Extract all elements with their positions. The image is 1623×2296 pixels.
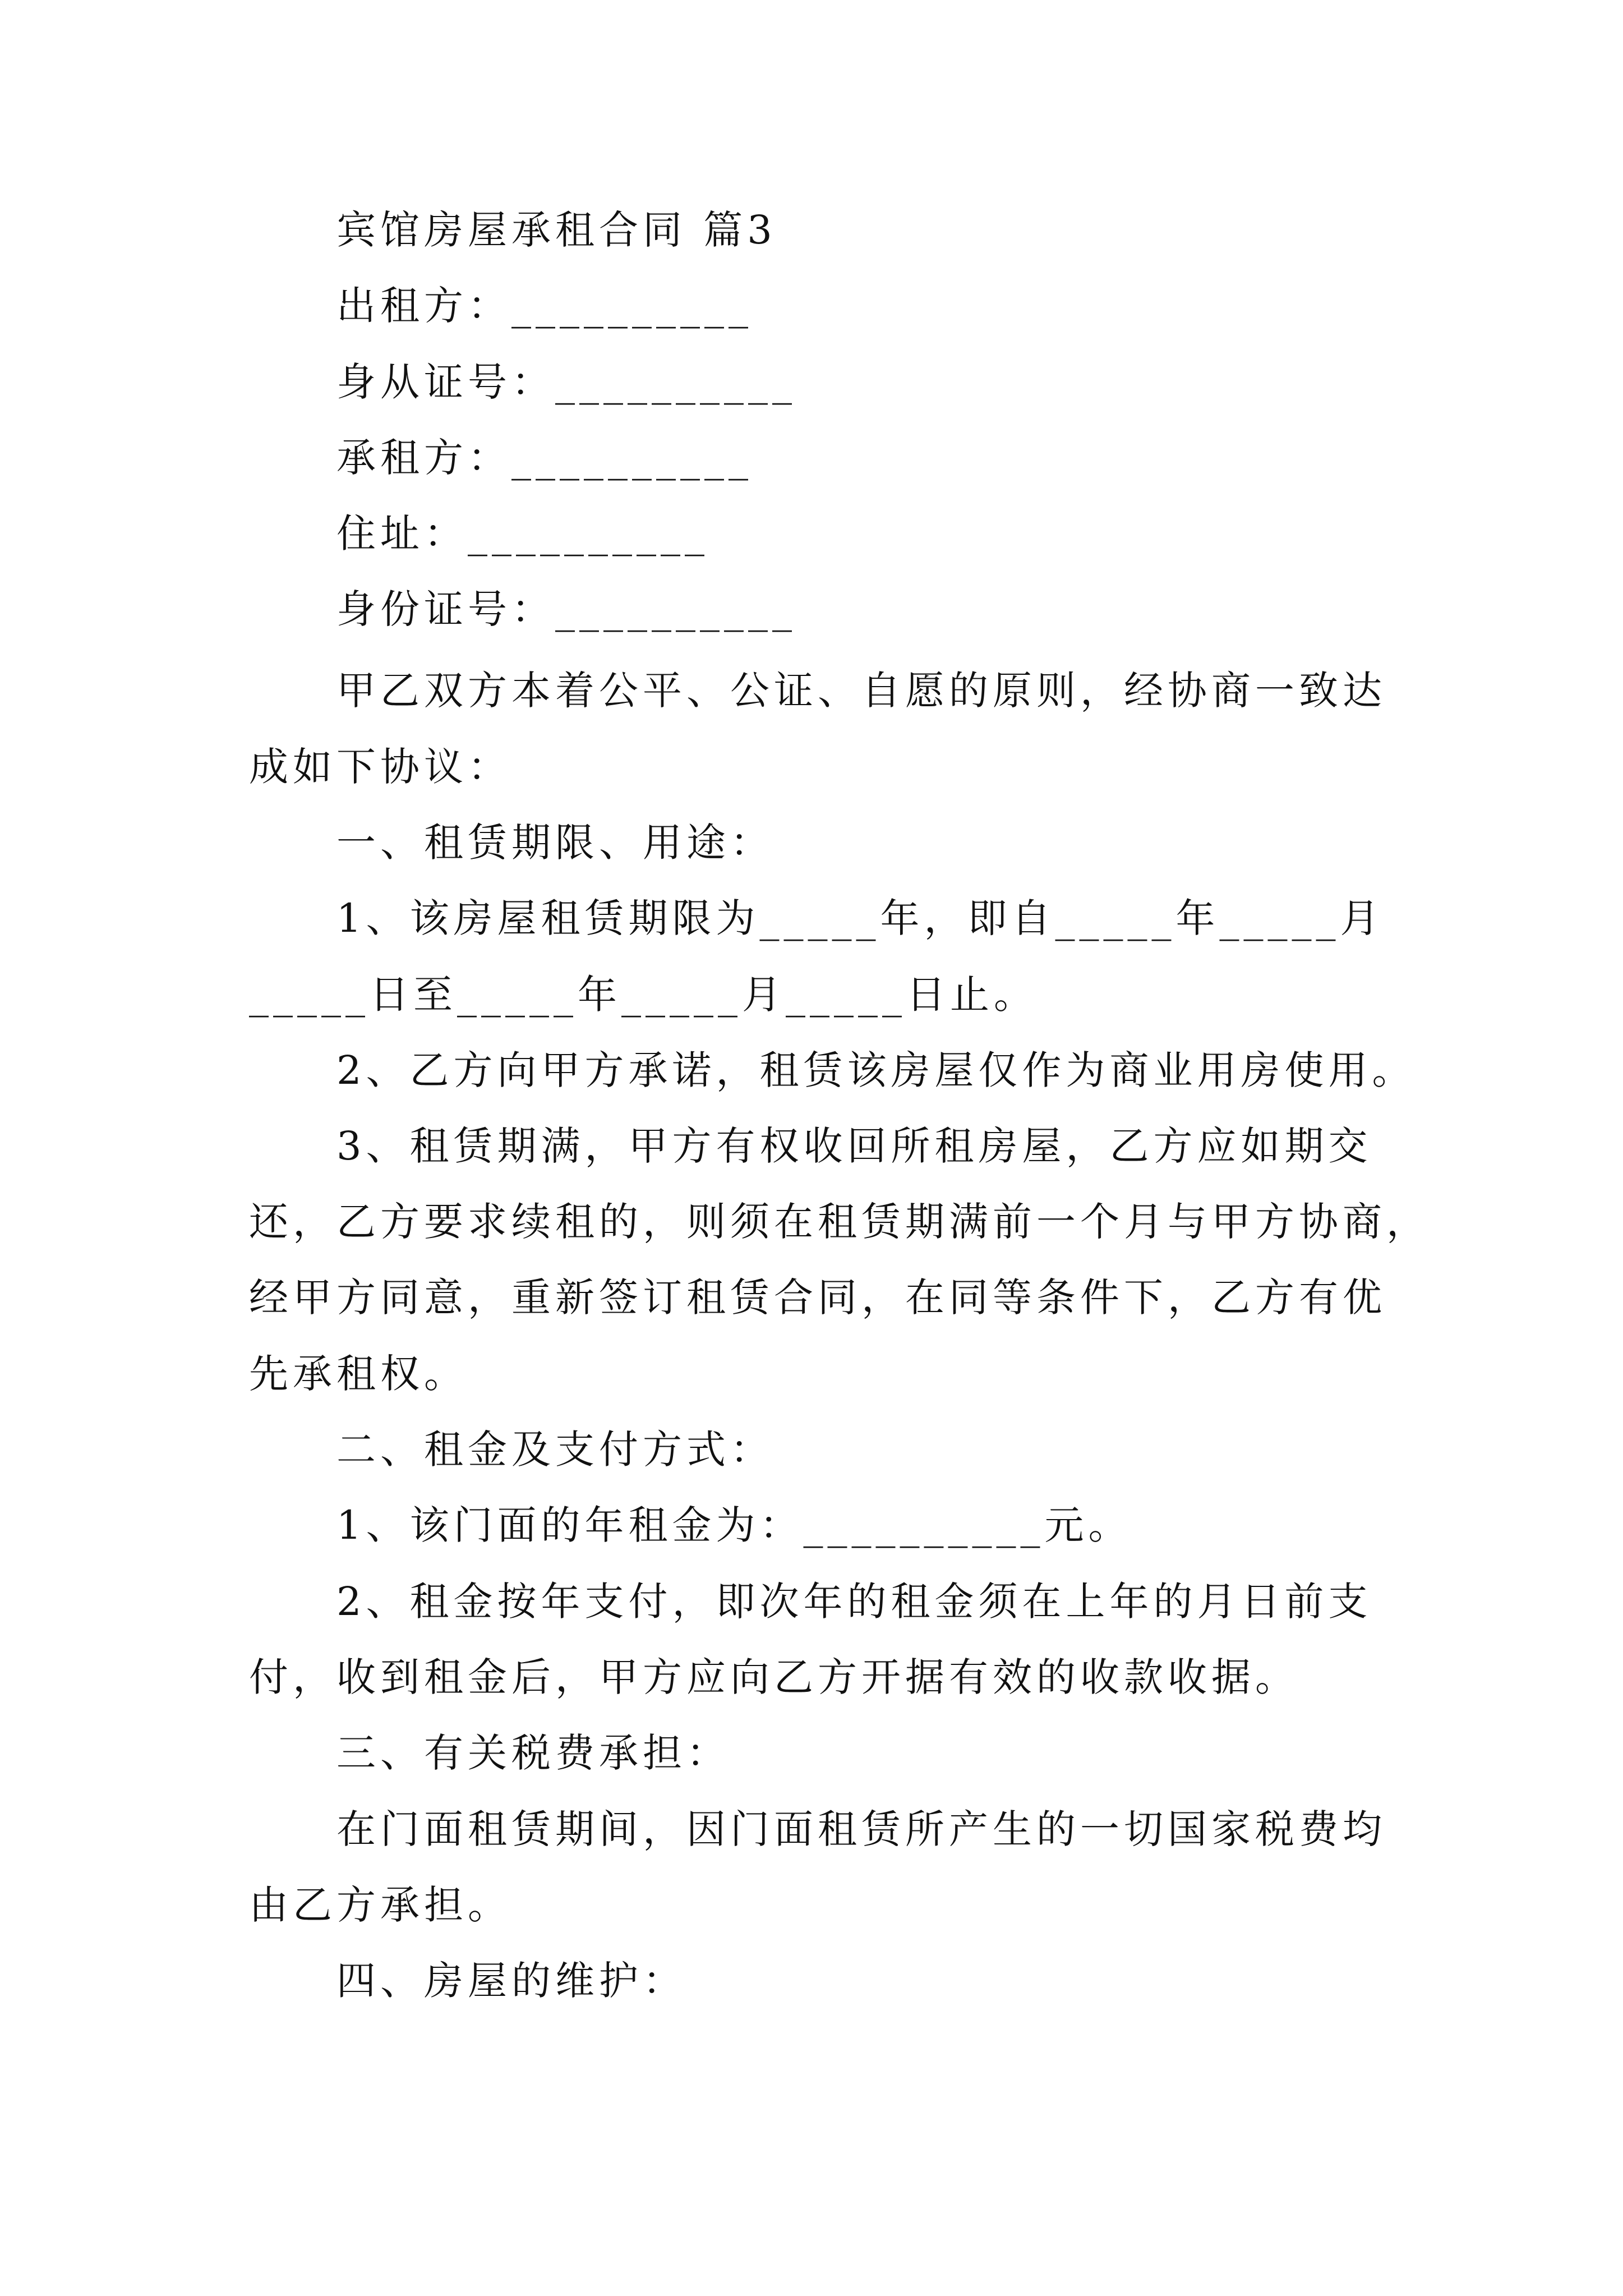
paragraph-line: 1、该房屋租赁期限为_____年，即自_____年_____月 (336, 895, 1384, 941)
paragraph-line: 由乙方承担。 (249, 1882, 511, 1928)
paragraph-line: 经甲方同意，重新签订租赁合同，在同等条件下，乙方有优 (249, 1274, 1386, 1320)
paragraph-line: 付，收到租金后，甲方应向乙方开据有效的收款收据。 (249, 1654, 1299, 1700)
paragraph-line: 2、乙方向甲方承诺，租赁该房屋仅作为商业用房使用。 (336, 1047, 1416, 1093)
paragraph-line: 先承租权。 (249, 1351, 468, 1397)
section-heading: 三、有关税费承担： (336, 1730, 730, 1776)
lessor-id-field: 身从证号：__________ (336, 359, 796, 405)
address-field: 住址：__________ (336, 510, 709, 556)
section-heading: 四、房屋的维护： (336, 1958, 686, 2004)
document-title: 宾馆房屋承租合同 篇3 (336, 207, 777, 253)
paragraph-line: 还，乙方要求续租的，则须在租赁期满前一个月与甲方协商， (249, 1199, 1430, 1245)
paragraph-line: 2、租金按年支付，即次年的租金须在上年的月日前支 (336, 1579, 1372, 1625)
lessee-id-field: 身份证号：__________ (336, 586, 796, 632)
lessee-field: 承租方：__________ (336, 435, 753, 481)
paragraph-line: 甲乙双方本着公平、公证、自愿的原则，经协商一致达 (336, 668, 1386, 714)
paragraph-line: 3、租赁期满，甲方有权收回所租房屋，乙方应如期交 (336, 1123, 1372, 1169)
section-heading: 一、租赁期限、用途： (336, 820, 774, 866)
paragraph-line: 1、该门面的年租金为：__________元。 (336, 1502, 1132, 1548)
lessor-field: 出租方：__________ (336, 283, 753, 329)
paragraph-line: _____日至_____年_____月_____日止。 (249, 972, 1038, 1018)
paragraph-line: 成如下协议： (249, 744, 511, 790)
paragraph-line: 在门面租赁期间，因门面租赁所产生的一切国家税费均 (336, 1806, 1386, 1852)
section-heading: 二、租金及支付方式： (336, 1427, 774, 1473)
